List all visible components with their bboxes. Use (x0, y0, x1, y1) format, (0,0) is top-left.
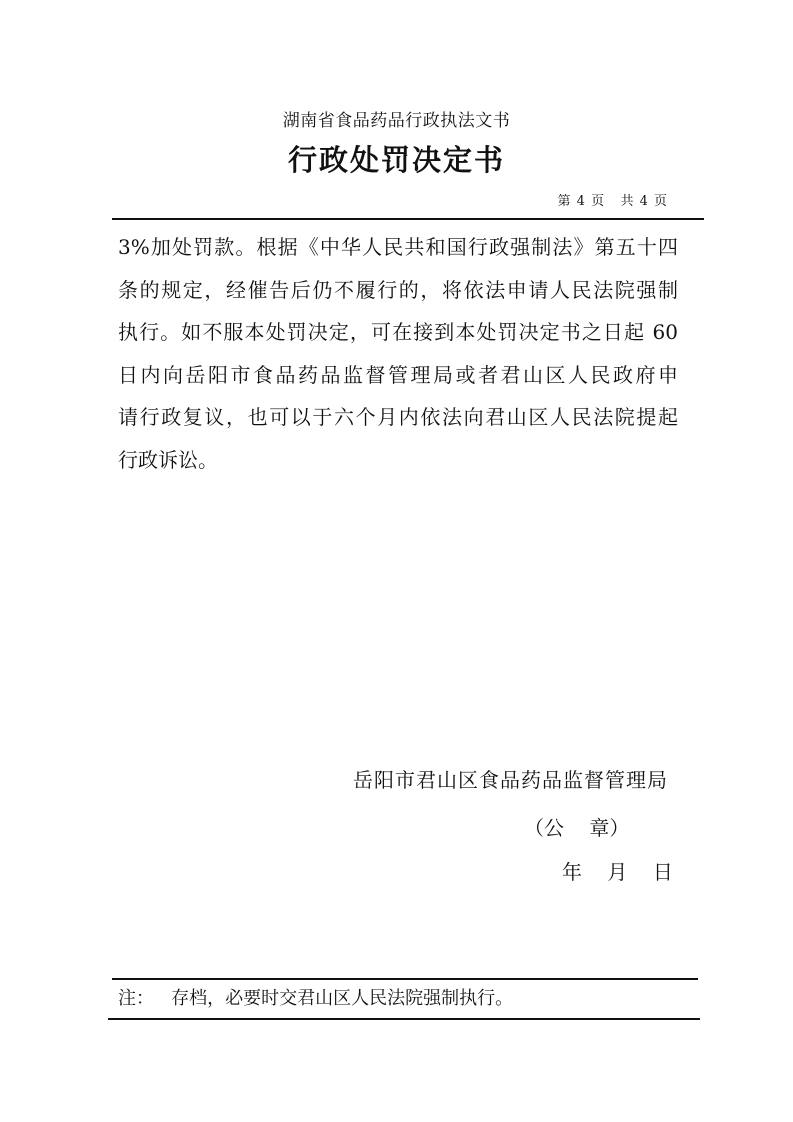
body-line: 日内向岳阳市食品药品监督管理局或者君山区人民政府申 (118, 362, 678, 387)
footer-note: 注： 存档，必要时交君山区人民法院强制执行。 (118, 988, 514, 1009)
page-number: 第 4 页 共 4 页 (557, 194, 668, 209)
body-line: 请行政复议，也可以于六个月内依法向君山区人民法院提起 (118, 405, 678, 429)
header-divider (112, 218, 704, 220)
date-line: 年 月 日 (562, 860, 673, 884)
body-line: 3%加处罚款。根据《中华人民共和国行政强制法》第五十四 (118, 235, 678, 259)
footer-divider-top (112, 978, 698, 980)
document-subtitle: 湖南省食品药品行政执法文书 (282, 111, 511, 131)
body-line: 执行。如不服本处罚决定，可在接到本处罚决定书之日起 60 (118, 320, 678, 344)
official-seal-label: （公 章） (524, 816, 630, 840)
document-title: 行政处罚决定书 (287, 143, 505, 177)
body-line: 条的规定，经催告后仍不履行的，将依法申请人民法院强制 (118, 277, 678, 302)
footer-divider-bottom (108, 1018, 700, 1020)
issuing-authority: 岳阳市君山区食品药品监督管理局 (353, 768, 668, 792)
body-text (118, 233, 678, 488)
body-line: 行政诉讼。 (118, 447, 218, 472)
